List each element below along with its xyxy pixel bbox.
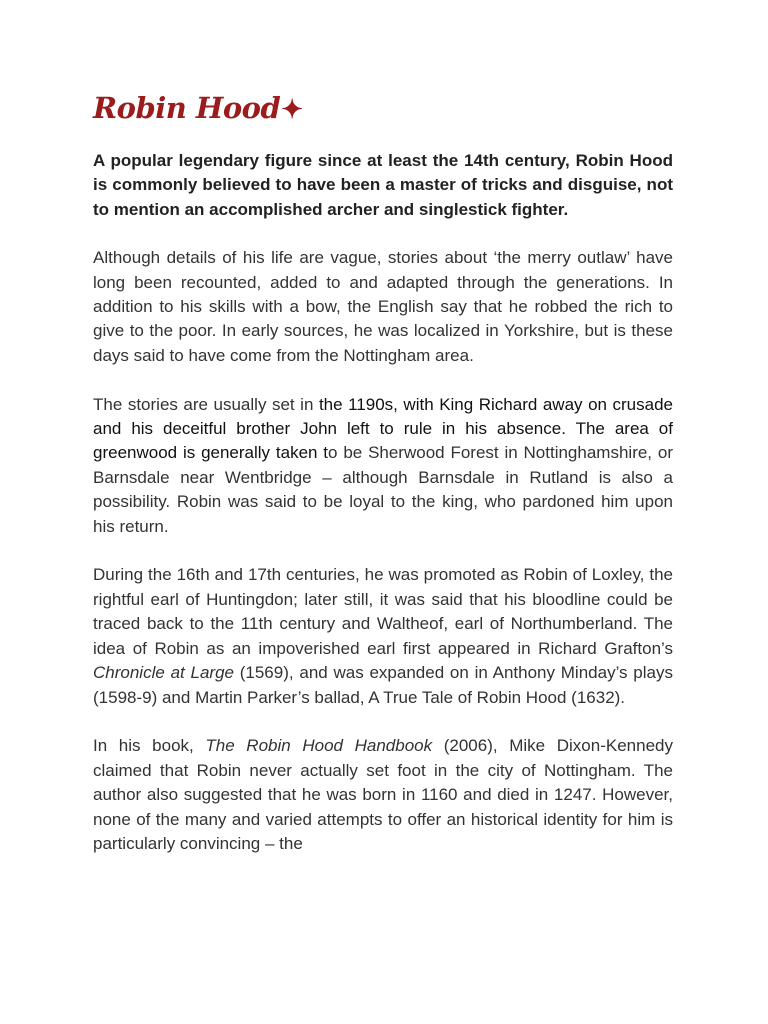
paragraph-2-part-b: the 1190s, with King Richard away on crusade and his deceitful brother John left to rule in his absence. The area of greenwood is generally taken t: [93, 394, 673, 463]
paragraph-4-part-b: (2006), Mike Dixon-Kennedy claimed that Robin never actually set foot in the city of Nottingham. The author also suggested that he was born in 1160 and died in 1247. However, none of the many and varied attempts to offer an historical identity for him is particularly convincing – the: [93, 736, 673, 853]
paragraph-3: [93, 563, 673, 709]
paragraph-4: [93, 734, 673, 856]
star-icon: ✦: [281, 95, 303, 125]
lead-paragraph: A popular legendary figure since at least the 14th century, Robin Hood is commonly believed to have been a master of tricks and disguise, not to mention an accomplished archer and singlestick fighter.: [93, 151, 673, 219]
paragraph-1: Although details of his life are vague, stories about ‘the merry outlaw’ have long been recounted, added to and adapted through the generations. In addition to his skills with a bow, the English say that he robbed the rich to give to the poor. In early sources, he was localized in Yorkshire, but is these days said to have come from the Nottingham area.: [93, 248, 673, 365]
book-title-chronicle: Chronicle at Large: [93, 663, 234, 683]
paragraph-3-part-b: (1569), and was expanded on in Anthony Minday’s plays (1598-9) and Martin Parker’s ballad, A True Tale of Robin Hood (1632).: [93, 663, 673, 707]
book-title-handbook: The Robin Hood Handbook: [205, 736, 433, 756]
title-text: Robin Hood: [93, 91, 281, 125]
paragraph-4-part-a: In his book,: [93, 736, 206, 756]
page-title: [93, 86, 673, 132]
paragraph-3-part-a: During the 16th and 17th centuries, he was promoted as Robin of Loxley, the rightful earl of Huntingdon; later still, it was said that his bloodline could be traced back to the 11th century and Waltheof, earl of Northumberland. The idea of Robin as an impoverished earl first appeared in Richard Grafton’s: [93, 565, 673, 658]
article-body: [93, 86, 673, 881]
paragraph-2-part-a: The stories are usually set in: [93, 394, 319, 414]
paragraph-2: [93, 393, 673, 539]
paragraph-2-part-c: o be Sherwood Forest in Nottinghamshire, or Barnsdale near Wentbridge – although Barnsdale in Rutland is also a possibility. Robin was said to be loyal to the king, who pardoned him upon his return.: [93, 443, 673, 536]
